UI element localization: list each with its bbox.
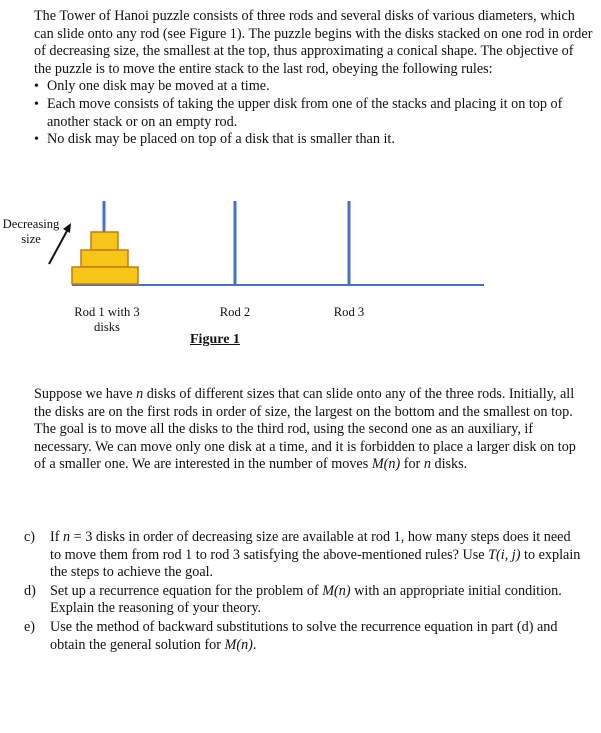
intro-paragraph: The Tower of Hanoi puzzle consists of three rods and several disks of various diameters, which can slide onto any rod (see Figure 1). The puzzle begins with the disks stacked on one rod in order of decreasing size, the smallest at the top, thus approximating a conical shape. The objective of the puzzle is to move the entire stack to the last rod, obeying the following rules: <box>34 8 593 77</box>
math-moves: M(n) <box>322 582 351 599</box>
figure-1 <box>0 185 601 365</box>
rule-item: • Each move consists of taking the upper disk from one of the stacks and placing it on top of another stack or on an empty rod. <box>34 96 594 131</box>
math-n: n <box>136 386 144 402</box>
rod-1-label <box>62 305 152 335</box>
text-run: . <box>252 636 257 653</box>
rule-item: • Only one disk may be moved at a time. <box>34 78 594 96</box>
figure-caption: Figure 1 <box>190 332 240 347</box>
math-moves: M(n) <box>224 636 253 653</box>
text-run: to explain the steps to achieve the goal. <box>50 546 581 581</box>
problem-statement <box>34 386 589 474</box>
question-e <box>24 619 584 654</box>
question-label: d) <box>24 582 36 599</box>
tower-diagram <box>0 185 601 305</box>
text-run: = 3 disks in order of decreasing size are available at rod 1, how many steps does it need to move them from rod 1 to rod 3 satisfying the above-mentioned rules? Use <box>50 529 571 563</box>
question-d <box>24 583 584 618</box>
rules-list <box>34 78 594 148</box>
disk-large <box>72 267 138 284</box>
rod-2-label: Rod 2 <box>219 305 251 319</box>
question-c <box>24 529 584 582</box>
rod-3-label: Rod 3 <box>333 305 365 319</box>
problem-paragraph <box>34 386 589 474</box>
intro-section <box>34 8 594 149</box>
side-label-line-1: Decreasing <box>2 217 60 231</box>
disk-small <box>91 232 118 250</box>
side-label-line-2: size <box>21 232 41 246</box>
text-run: Use the method of backward substitutions to solve the recurrence equation in part (d) and obtain the general solution for <box>50 618 558 653</box>
rule-item: • No disk may be placed on top of a disk that is smaller than it. <box>34 131 594 149</box>
disk-medium <box>81 250 128 267</box>
text-run: disks. <box>430 456 468 473</box>
rod-1-label-line-2: disks <box>94 320 120 334</box>
side-label <box>0 217 62 247</box>
text-run: disks of different sizes that can slide onto any of the three rods. Initially, all the disks are on the first rods in order of size, the largest on the bottom and the smallest on top. The goal is to move all the disks to the third rod, using the second one as an auxiliary, if necessary. We can move only one disk at a time, and it is forbidden to place a larger disk on top of a smaller one. We are interested in the number of moves <box>34 386 576 473</box>
rod-1-label-line-1: Rod 1 with 3 <box>74 305 140 319</box>
text-run: with an appropriate initial condition. Explain the reasoning of your theory. <box>50 582 562 617</box>
question-label: e) <box>24 618 36 635</box>
math-tij: T(i, j) <box>488 546 521 563</box>
questions-list <box>24 529 584 655</box>
text-run: If <box>50 529 63 545</box>
math-moves: M(n) <box>371 456 401 473</box>
text-run: for <box>400 456 424 473</box>
question-label: c) <box>24 529 36 545</box>
text-run: Suppose we have <box>34 386 137 402</box>
math-n: n <box>63 529 71 545</box>
text-run: Set up a recurrence equation for the problem of <box>50 582 323 599</box>
math-n: n <box>423 456 431 473</box>
